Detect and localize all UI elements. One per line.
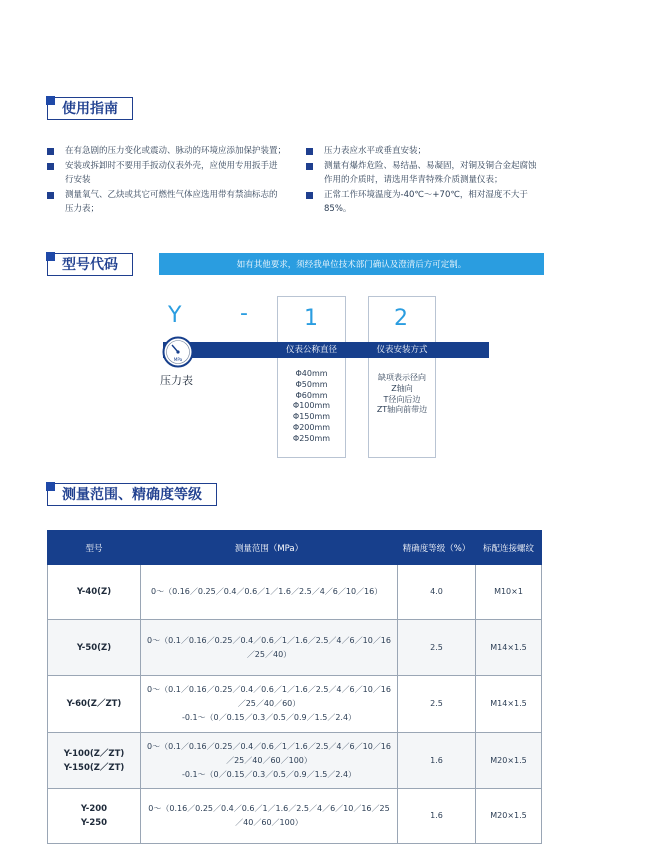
table-row: [48, 620, 542, 676]
pressure-gauge-icon: [162, 336, 194, 368]
table-row: [48, 733, 542, 789]
diameter-label: 仪表公称直径: [285, 345, 337, 355]
header-accuracy: 精确度等级（%）: [398, 531, 476, 565]
mount-options: [368, 373, 436, 416]
guide-text: 行安装: [65, 175, 91, 185]
guide-text: 85%。: [324, 204, 352, 214]
table-row: [48, 676, 542, 733]
header-range: 测量范围（MPa）: [141, 531, 398, 565]
thread-cell: M14×1.5: [476, 620, 542, 676]
diameter-option: Φ50mm: [295, 379, 328, 389]
mount-option: ZT轴向前带边: [376, 405, 428, 415]
code-dash: -: [240, 301, 248, 326]
code-y: Y: [168, 303, 182, 328]
header-thread: 标配连接螺纹: [476, 531, 542, 565]
range-section-header: [47, 483, 217, 505]
diameter-option: Φ150mm: [292, 412, 331, 422]
diameter-option: Φ40mm: [295, 369, 328, 378]
thread-cell: M20×1.5: [476, 789, 542, 844]
bullet-square-icon: [47, 163, 54, 170]
accuracy-cell: 1.6: [398, 789, 476, 844]
guide-text: 正常工作环境温度为-40℃～+70℃，相对湿度不大于: [324, 190, 528, 200]
mount-option: T径向后边: [383, 394, 421, 404]
range-cell: 0～（0.16／0.25／0.4／0.6／1／1.6／2.5／4／6／10／16／25 ／40／60／100）: [141, 789, 398, 844]
diameter-option: Φ250mm: [292, 433, 331, 443]
guide-text: 测量有爆炸危险、易结晶、易凝固，对铜及铜合金起腐蚀: [324, 161, 537, 171]
mount-option: Z轴向: [391, 383, 413, 393]
thread-cell: M20×1.5: [476, 733, 542, 789]
table-row: [48, 789, 542, 844]
bullet-square-icon: [47, 192, 54, 199]
accuracy-cell: 2.5: [398, 676, 476, 733]
guide-text: 压力表；: [65, 204, 100, 214]
bullet-square-icon: [306, 148, 313, 155]
header-model: 型号: [48, 531, 141, 565]
header-square-icon: [46, 252, 55, 261]
bullet-square-icon: [306, 192, 313, 199]
guide-title: 使用指南: [47, 97, 133, 120]
guide-text: 安装或拆卸时不要用手扳动仪表外壳，应使用专用扳手进: [65, 161, 278, 171]
model-note-band: 如有其他要求，须经我单位技术部门确认及澄清后方可定制。: [159, 253, 544, 275]
guide-text: 测量氧气、乙炔或其它可燃性气体应选用带有禁油标志的: [65, 190, 278, 200]
thread-cell: M10×1: [476, 565, 542, 620]
range-cell: 0～（0.1／0.16／0.25／0.4／0.6／1／1.6／2.5／4／6／10／16 ／25／40／60） -0.1～（0／0.15／0.3／0.5／0.9／1.5／2.4）: [141, 676, 398, 733]
header-square-icon: [46, 96, 55, 105]
model-section-header: [47, 253, 133, 275]
mount-option: 缺项表示径向: [378, 373, 426, 382]
accuracy-cell: 4.0: [398, 565, 476, 620]
accuracy-cell: 2.5: [398, 620, 476, 676]
model-cell: Y-40(Z): [48, 565, 141, 620]
bullet-square-icon: [47, 148, 54, 155]
model-cell: Y-60(Z／ZT): [48, 676, 141, 733]
model-cell: Y-50(Z): [48, 620, 141, 676]
diameter-option: Φ100mm: [292, 401, 331, 411]
diameter-option: Φ60mm: [295, 390, 328, 400]
thread-cell: M14×1.5: [476, 676, 542, 733]
accuracy-cell: 1.6: [398, 733, 476, 789]
guide-section-header: [47, 97, 133, 119]
diameter-option: Φ200mm: [292, 422, 331, 432]
code-1: 1: [304, 306, 318, 331]
model-title: 型号代码: [47, 253, 133, 276]
header-square-icon: [46, 482, 55, 491]
model-cell: Y-100(Z／ZT) Y-150(Z／ZT): [48, 733, 141, 789]
diameter-options: [277, 369, 346, 445]
gauge-unit: MPa: [173, 357, 183, 362]
range-cell: 0～（0.1／0.16／0.25／0.4／0.6／1／1.6／2.5／4／6／10／16 ／25／40／60／100） -0.1～（0／0.15／0.3／0.5／0.9／1.5／2.4）: [141, 733, 398, 789]
range-title: 测量范围、精确度等级: [47, 483, 217, 506]
range-cell: 0～（0.1／0.16／0.25／0.4／0.6／1／1.6／2.5／4／6／10／16 ／25／40）: [141, 620, 398, 676]
code-2: 2: [394, 306, 408, 331]
guide-text: 在有急剧的压力变化或震动、脉动的环境应添加保护装置；: [65, 146, 287, 156]
guide-text: 压力表应水平或垂直安装；: [324, 146, 427, 156]
model-cell: Y-200 Y-250: [48, 789, 141, 844]
mount-label: 仪表安装方式: [376, 345, 428, 355]
table-header-row: [48, 531, 542, 565]
bullet-square-icon: [306, 163, 313, 170]
range-cell: 0～（0.16／0.25／0.4／0.6／1／1.6／2.5／4／6／10／16）: [141, 565, 398, 620]
guide-text: 作用的介质时，请选用华青特殊介质测量仪表；: [324, 175, 503, 185]
gauge-label: 压力表: [160, 374, 193, 387]
table-row: [48, 565, 542, 620]
range-table: [47, 530, 542, 844]
